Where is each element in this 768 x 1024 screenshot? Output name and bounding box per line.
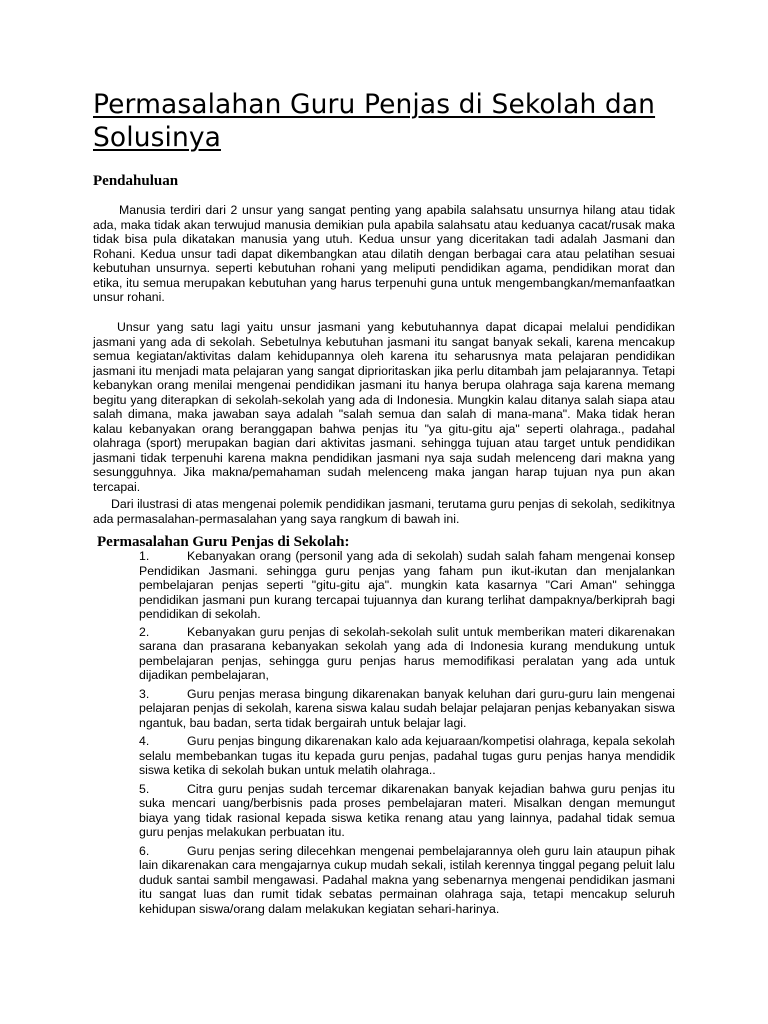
list-item <box>139 549 675 622</box>
list-item-number: 5. <box>139 781 150 796</box>
list-item <box>139 687 675 731</box>
list-item-text: Citra guru penjas sudah tercemar dikarenakan banyak kejadian bahwa guru penjas itu suka mencari uang/berbisnis pada proses pembelajaran materi. Misalkan dengan memungut biaya yang tidak rasional kepada siswa ketika renang atau yang lainnya, padahal tidak semua guru penjas melakukan perbuatan itu. <box>139 781 675 839</box>
list-item <box>139 844 675 917</box>
list-item-number: 6. <box>139 843 150 858</box>
list-item-number: 2. <box>139 624 150 639</box>
list-item-number: 4. <box>139 734 150 748</box>
list-item-text: Kebanyakan guru penjas di sekolah-sekolah sulit untuk memberikan materi dikarenakan sarana dan prasarana kebanyakan sekolah yang ada di Indonesia kurang mendukung untuk pembelajaran penjas, sehingga guru penjas harus memodifikasi peralatan yang ada untuk dijadikan pembelajaran, <box>139 624 675 682</box>
paragraph-2: Unsur yang satu lagi yaitu unsur jasmani yang kebutuhannya dapat dicapai melalui pendidikan jasmani yang ada di sekolah. Sebetulnya kebutuhan jasmani itu sangat banyak sekali, karena mencakup semua kegiatan/aktivitas dalam kehidupannya oleh karena itu seharusnya mata pelajaran pendidikan jasmani itu menjadi mata pelajaran yang sangat diprioritaskan jika perlu ditambah jam pelajarannya. Tetapi kebanykan orang menilai mengenai pendidikan jasmani itu hanya berupa olahraga saja karena memang begitu yang diterapkan di sekolah-sekolah yang ada di Indonesia. Mungkin kalau ditanya salah siapa atau salah dimana, maka jawaban saya adalah "salah semua dan salah di mana-mana". Maka tidak heran kalau kebanyakan orang beranggapan bahwa penjas itu "ya gitu-gitu aja" seperti olahraga., padahal olahraga (sport) merupakan bagian dari aktivitas jasmani. sehingga tujuan atau target untuk pendidikan jasmani tidak terpenuhi karena makna pendidikan jasmani nya saja sudah melenceng dari makna yang sesungguhnya. Jika makna/pemahaman sudah melenceng maka jangan harap tujuan nya pun akan tercapai. <box>93 320 675 494</box>
section-heading-permasalahan: Permasalahan Guru Penjas di Sekolah: <box>97 534 350 550</box>
list-item-text: Guru penjas sering dilecehkan mengenai pembelajarannya oleh guru lain ataupun pihak lain dikarenakan cara mengajarnya cukup mudah sekali, istilah kerennya tinggal pegang peluit lalu duduk santai sambil mengawasi. Padahal makna yang sebenarnya mengenai pendidikan jasmani itu sangat luas dan rumit tidak sebatas permainan olahraga saja, tetapi mencakup seluruh kehidupan siswa/orang dalam melakukan kegiatan sehari-harinya. <box>139 843 675 916</box>
problems-list <box>139 549 675 916</box>
list-item-text: Kebanyakan orang (personil yang ada di sekolah) sudah salah faham mengenai konsep Pendidikan Jasmani. sehingga guru penjas yang faham pun ikut-ikutan dan menjalankan pembelajaran penjas seperti "gitu-gitu aja". mungkin kata kasarnya "Cari Aman" sehingga pendidikan jasmani pun kurang tercapai tujuannya dan kurang terlihat dampaknya/berkiprah bagi pendidikan di sekolah. <box>139 549 675 621</box>
section-heading-pendahuluan: Pendahuluan <box>93 173 179 189</box>
list-item-text: Guru penjas bingung dikarenakan kalo ada kejuaraan/kompetisi olahraga, kepala sekolah selalu membebankan tugas itu kepada guru penjas, padahal tugas guru penjas hanya mendidik siswa ketika di sekolah bukan untuk melatih olahraga.. <box>139 734 675 777</box>
list-item <box>139 734 675 778</box>
list-item-number: 3. <box>139 686 150 701</box>
list-item <box>139 625 675 683</box>
paragraph-1: Manusia terdiri dari 2 unsur yang sangat penting yang apabila salahsatu unsurnya hilang atau tidak ada, maka tidak akan terwujud manusia demikian pula apabila salahsatu atau keduanya cacat/rusak maka tidak bisa pula dikatakan manusia yang utuh. Kedua unsur yang diceritakan tadi adalah Jasmani dan Rohani. Kedua unsur tadi dapat dikembangkan atau dilatih dengan berbagai cara atau pelatihan sesuai kebutuhan unsurnya. seperti kebutuhan rohani yang meliputi pendidikan agama, pendidikan morat dan etika, itu semua merupakan kebutuhan yang harus terpenuhi guna untuk mengembangkan/memanfaatkan unsur rohani. <box>93 203 675 304</box>
document-title: Permasalahan Guru Penjas di Sekolah dan Solusinya <box>93 89 656 153</box>
list-item-number: 1. <box>139 549 150 563</box>
paragraph-3: Dari ilustrasi di atas mengenai polemik pendidikan jasmani, terutama guru penjas di sekolah, sedikitnya ada permasalahan-permasalahan yang saya rangkum di bawah ini. <box>93 497 675 526</box>
list-item <box>139 782 675 840</box>
list-item-text: Guru penjas merasa bingung dikarenakan banyak keluhan dari guru-guru lain mengenai pelajaran penjas di sekolah, karena siswa kalau sudah belajar pelajaran penjas kebanyakan siswa ngantuk, bau badan, serta tidak bergairah untuk belajar lagi. <box>139 686 675 730</box>
